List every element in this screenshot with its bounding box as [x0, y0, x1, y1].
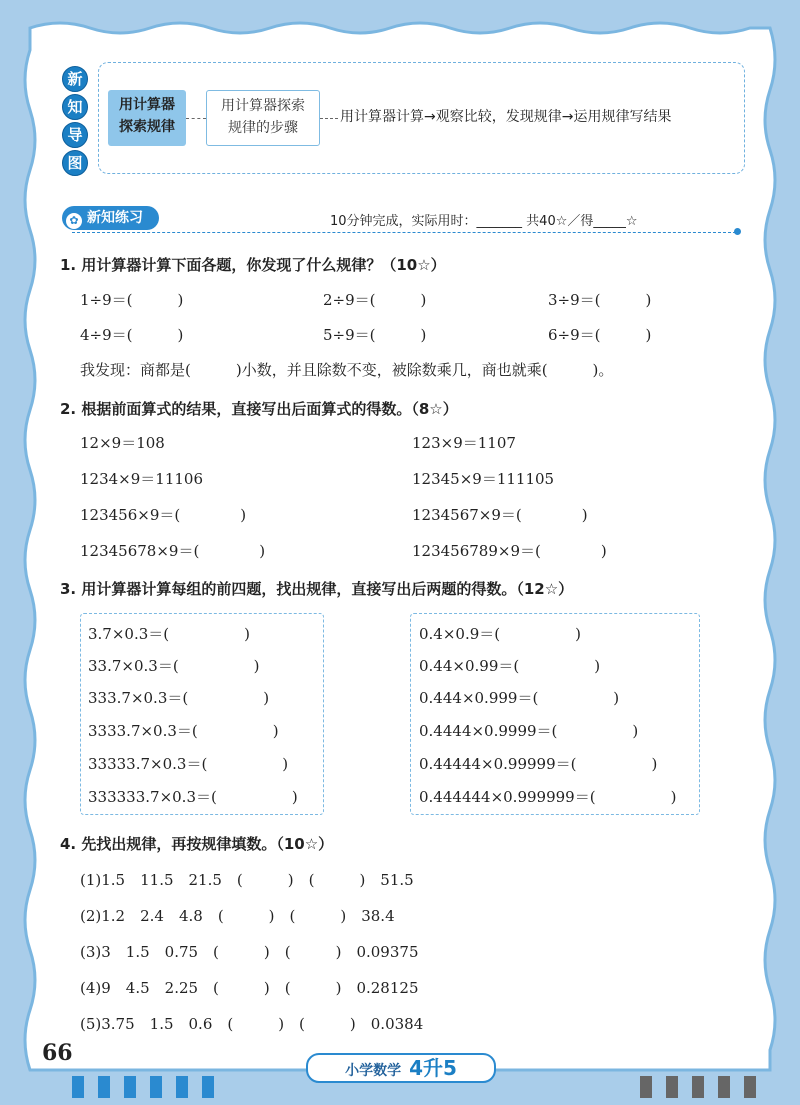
q2-item: 1234×9＝11106 [80, 470, 204, 488]
footer-book-label [306, 1053, 496, 1083]
q3-right-item[interactable]: 0.444×0.999＝( ) [419, 689, 620, 707]
concept-node-sub-line: 用计算器探索 [221, 98, 305, 114]
page-number: 66 [42, 1040, 73, 1066]
q3-left-item[interactable]: 3333.7×0.3＝( ) [88, 722, 279, 740]
concept-node-sub-line: 规律的步骤 [228, 120, 298, 136]
q3-title: 3. 用计算器计算每组的前四题，找出规律，直接写出后两题的得数。（12☆） [60, 580, 574, 598]
footer-grade: 4升5 [409, 1056, 457, 1080]
q2-item: 123×9＝1107 [412, 434, 516, 452]
q1-finding[interactable]: 我发现：商都是( )小数，并且除数不变，被除数乘几，商也就乘( )。 [80, 361, 614, 379]
concept-map-side-title [62, 66, 86, 178]
timer-text: 10分钟完成，实际用时：_______ 共40☆／得_____☆ [330, 214, 638, 229]
q3-left-item[interactable]: 333.7×0.3＝( ) [88, 689, 270, 707]
q4-item[interactable]: (2)1.2 2.4 4.8 ( ) ( ) 38.4 [80, 907, 395, 925]
concept-node-sub [206, 90, 320, 146]
q1-item[interactable]: 5÷9＝( ) [323, 326, 427, 344]
q2-item[interactable]: 1234567×9＝( ) [412, 506, 588, 524]
side-title-char: 图 [62, 150, 88, 176]
practice-badge [62, 206, 159, 230]
q3-left-item[interactable]: 333333.7×0.3＝( ) [88, 788, 298, 806]
q1-item[interactable]: 4÷9＝( ) [80, 326, 184, 344]
concept-link [186, 118, 206, 119]
q2-item[interactable]: 123456×9＝( ) [80, 506, 247, 524]
q4-item[interactable]: (4)9 4.5 2.25 ( ) ( ) 0.28125 [80, 979, 419, 997]
q3-left-item[interactable]: 33.7×0.3＝( ) [88, 657, 260, 675]
footer-stripe [666, 1076, 678, 1098]
q2-title: 2. 根据前面算式的结果，直接写出后面算式的得数。（8☆） [60, 400, 458, 418]
q3-left-item[interactable]: 3.7×0.3＝( ) [88, 625, 250, 643]
q4-title: 4. 先找出规律，再按规律填数。（10☆） [60, 835, 334, 853]
q4-item[interactable]: (5)3.75 1.5 0.6 ( ) ( ) 0.0384 [80, 1015, 424, 1033]
q3-right-item[interactable]: 0.4×0.9＝( ) [419, 625, 581, 643]
practice-badge-label: 新知练习 [87, 210, 143, 226]
concept-link [320, 118, 338, 119]
q2-item: 12345×9＝111105 [412, 470, 555, 488]
concept-node-main [108, 90, 186, 146]
q2-item[interactable]: 123456789×9＝( ) [412, 542, 607, 560]
footer-stripe [72, 1076, 84, 1098]
side-title-char: 知 [62, 94, 88, 120]
q3-right-item[interactable]: 0.44444×0.99999＝( ) [419, 755, 658, 773]
concept-steps: 用计算器计算→观察比较，发现规律→运用规律写结果 [340, 109, 672, 125]
q1-item[interactable]: 3÷9＝( ) [548, 291, 652, 309]
side-title-char: 导 [62, 122, 88, 148]
q2-item[interactable]: 12345678×9＝( ) [80, 542, 266, 560]
q1-item[interactable]: 6÷9＝( ) [548, 326, 652, 344]
q3-right-item[interactable]: 0.44×0.99＝( ) [419, 657, 601, 675]
footer-stripe [124, 1076, 136, 1098]
q2-item: 12×9＝108 [80, 434, 165, 452]
side-title-char: 新 [62, 66, 88, 92]
q1-item[interactable]: 1÷9＝( ) [80, 291, 184, 309]
concept-node-main-line: 用计算器 [119, 97, 175, 113]
footer-stripe [692, 1076, 704, 1098]
q4-item[interactable]: (1)1.5 11.5 21.5 ( ) ( ) 51.5 [80, 871, 414, 889]
concept-node-main-line: 探索规律 [119, 119, 175, 135]
practice-divider [72, 232, 736, 233]
footer-stripe [176, 1076, 188, 1098]
footer-book-title: 小学数学 [345, 1063, 402, 1079]
footer-stripe [640, 1076, 652, 1098]
q3-right-item[interactable]: 0.4444×0.9999＝( ) [419, 722, 639, 740]
footer-stripe [98, 1076, 110, 1098]
footer-stripe [744, 1076, 756, 1098]
q1-title: 1. 用计算器计算下面各题，你发现了什么规律？（10☆） [60, 256, 446, 274]
footer-stripe [150, 1076, 162, 1098]
q4-item[interactable]: (3)3 1.5 0.75 ( ) ( ) 0.09375 [80, 943, 419, 961]
footer-stripe [718, 1076, 730, 1098]
footer-stripe [202, 1076, 214, 1098]
divider-dot [734, 228, 741, 235]
q1-item[interactable]: 2÷9＝( ) [323, 291, 427, 309]
q3-left-item[interactable]: 33333.7×0.3＝( ) [88, 755, 289, 773]
medal-icon: ✿ [66, 213, 82, 229]
q3-right-item[interactable]: 0.444444×0.999999＝( ) [419, 788, 677, 806]
